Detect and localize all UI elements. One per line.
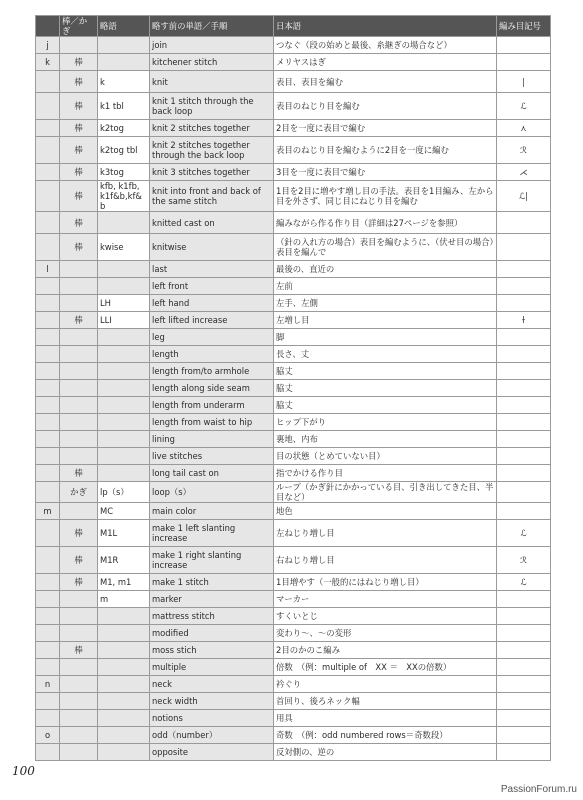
cell-symbol (497, 295, 551, 312)
cell-abbreviation: M1R (98, 547, 150, 574)
cell-japanese: 右ねじり増し目 (274, 547, 497, 574)
cell-japanese: 左増し目 (274, 312, 497, 329)
cell-symbol: ℒ (497, 574, 551, 591)
cell-term: neck (150, 676, 274, 693)
cell-term: main color (150, 503, 274, 520)
cell-abbreviation (98, 744, 150, 761)
cell-symbol (497, 37, 551, 54)
cell-abbreviation (98, 363, 150, 380)
cell-abbreviation (98, 397, 150, 414)
cell-term: knit 1 stitch through the back loop (150, 93, 274, 120)
cell-symbol (497, 329, 551, 346)
cell-letter: k (36, 54, 60, 71)
table-row (36, 329, 551, 346)
cell-symbol (497, 363, 551, 380)
cell-symbol (497, 54, 551, 71)
cell-japanese: 脚 (274, 329, 497, 346)
cell-abbreviation (98, 659, 150, 676)
cell-japanese: 1目増やす（一般的にはねじり増し目） (274, 574, 497, 591)
cell-term: join (150, 37, 274, 54)
cell-term: knitted cast on (150, 212, 274, 234)
header-term: 略す前の単語／手順 (150, 16, 274, 37)
cell-term: left lifted increase (150, 312, 274, 329)
cell-symbol (497, 482, 551, 503)
cell-letter (36, 520, 60, 547)
table-row (36, 574, 551, 591)
cell-term: knitwise (150, 234, 274, 261)
cell-letter (36, 71, 60, 93)
header-kind: 棒／かぎ (60, 16, 98, 37)
cell-letter (36, 693, 60, 710)
cell-kind (60, 431, 98, 448)
cell-symbol (497, 465, 551, 482)
cell-kind (60, 380, 98, 397)
cell-japanese: 衿ぐり (274, 676, 497, 693)
cell-japanese: 表目、表目を編む (274, 71, 497, 93)
cell-term: length (150, 346, 274, 363)
header-symbol: 編み目記号 (497, 16, 551, 37)
cell-japanese: 左前 (274, 278, 497, 295)
cell-abbreviation (98, 710, 150, 727)
cell-symbol (497, 397, 551, 414)
cell-japanese: ヒップ下がり (274, 414, 497, 431)
cell-letter (36, 642, 60, 659)
cell-japanese: 裏地、内布 (274, 431, 497, 448)
cell-japanese: 首回り、後ろネック幅 (274, 693, 497, 710)
table-row (36, 54, 551, 71)
cell-letter: o (36, 727, 60, 744)
cell-term: odd（number） (150, 727, 274, 744)
cell-symbol: ℒ (497, 93, 551, 120)
glossary-table (35, 15, 551, 761)
table-row (36, 448, 551, 465)
cell-abbreviation (98, 37, 150, 54)
cell-kind (60, 363, 98, 380)
table-row (36, 608, 551, 625)
cell-letter (36, 397, 60, 414)
cell-letter (36, 212, 60, 234)
cell-japanese: 左ねじり増し目 (274, 520, 497, 547)
cell-kind: 棒 (60, 312, 98, 329)
cell-abbreviation: M1L (98, 520, 150, 547)
cell-japanese: 脇丈 (274, 397, 497, 414)
table-row (36, 380, 551, 397)
cell-abbreviation (98, 608, 150, 625)
cell-letter (36, 431, 60, 448)
table-row (36, 312, 551, 329)
cell-term: length from underarm (150, 397, 274, 414)
cell-abbreviation (98, 414, 150, 431)
cell-letter (36, 278, 60, 295)
cell-abbreviation: k (98, 71, 150, 93)
header-abbreviation: 略語 (98, 16, 150, 37)
cell-abbreviation (98, 642, 150, 659)
table-row (36, 234, 551, 261)
table-row (36, 676, 551, 693)
cell-term: kitchener stitch (150, 54, 274, 71)
cell-letter (36, 363, 60, 380)
cell-kind (60, 727, 98, 744)
cell-japanese: 表目のねじり目を編む (274, 93, 497, 120)
cell-kind: 棒 (60, 212, 98, 234)
cell-letter: j (36, 37, 60, 54)
cell-term: last (150, 261, 274, 278)
cell-kind: 棒 (60, 181, 98, 212)
cell-abbreviation: LLI (98, 312, 150, 329)
cell-kind: 棒 (60, 137, 98, 164)
table-row (36, 642, 551, 659)
table-row (36, 482, 551, 503)
cell-term: mattress stitch (150, 608, 274, 625)
cell-kind: 棒 (60, 164, 98, 181)
table-row (36, 120, 551, 137)
watermark: PassionForum.ru (500, 784, 577, 795)
cell-term: make 1 right slanting increase (150, 547, 274, 574)
cell-symbol (497, 625, 551, 642)
cell-abbreviation (98, 625, 150, 642)
cell-abbreviation: M1, m1 (98, 574, 150, 591)
cell-abbreviation: MC (98, 503, 150, 520)
cell-japanese: 目の状態（とめていない目） (274, 448, 497, 465)
table-row (36, 503, 551, 520)
cell-abbreviation (98, 431, 150, 448)
cell-symbol: ℛ (497, 547, 551, 574)
cell-term: knit (150, 71, 274, 93)
table-row (36, 397, 551, 414)
cell-kind: 棒 (60, 547, 98, 574)
cell-letter (36, 448, 60, 465)
cell-japanese: 脇丈 (274, 380, 497, 397)
cell-symbol (497, 212, 551, 234)
cell-term: knit 2 stitches together through the back loop (150, 137, 274, 164)
cell-japanese: 1目を2目に増やす増し目の手法。表目を1目編み、左から目を外さず、同じ目にねじり目を編む (274, 181, 497, 212)
table-row (36, 744, 551, 761)
cell-term: modified (150, 625, 274, 642)
cell-term: loop（s） (150, 482, 274, 503)
cell-japanese: 指でかける作り目 (274, 465, 497, 482)
cell-kind: 棒 (60, 642, 98, 659)
cell-japanese: 倍数 （例：multiple of XX ＝ XXの倍数） (274, 659, 497, 676)
cell-term: length along side seam (150, 380, 274, 397)
cell-letter: n (36, 676, 60, 693)
cell-kind (60, 329, 98, 346)
table-row (36, 710, 551, 727)
cell-letter (36, 414, 60, 431)
cell-abbreviation (98, 676, 150, 693)
cell-japanese: 奇数 （例：odd numbered rows＝奇数段） (274, 727, 497, 744)
cell-letter (36, 120, 60, 137)
cell-letter (36, 181, 60, 212)
cell-abbreviation: k2tog (98, 120, 150, 137)
cell-abbreviation: LH (98, 295, 150, 312)
cell-symbol (497, 261, 551, 278)
table-header-row (36, 16, 551, 37)
cell-symbol (497, 591, 551, 608)
cell-term: lining (150, 431, 274, 448)
cell-kind (60, 346, 98, 363)
cell-kind (60, 591, 98, 608)
cell-kind (60, 693, 98, 710)
cell-term: multiple (150, 659, 274, 676)
table-row (36, 591, 551, 608)
cell-japanese: 2目のかのこ編み (274, 642, 497, 659)
cell-letter (36, 710, 60, 727)
cell-letter: m (36, 503, 60, 520)
cell-kind (60, 659, 98, 676)
cell-symbol (497, 608, 551, 625)
cell-japanese: 最後の、直近の (274, 261, 497, 278)
cell-abbreviation: m (98, 591, 150, 608)
cell-symbol (497, 727, 551, 744)
cell-abbreviation (98, 448, 150, 465)
cell-symbol (497, 659, 551, 676)
cell-kind (60, 414, 98, 431)
cell-term: live stitches (150, 448, 274, 465)
cell-abbreviation (98, 465, 150, 482)
cell-term: make 1 stitch (150, 574, 274, 591)
table-row (36, 693, 551, 710)
cell-term: opposite (150, 744, 274, 761)
cell-term: notions (150, 710, 274, 727)
cell-letter (36, 295, 60, 312)
table-row (36, 137, 551, 164)
cell-japanese: （針の入れ方の場合）表目を編むように、（伏せ目の場合）表目を編んで (274, 234, 497, 261)
cell-term: knit 2 stitches together (150, 120, 274, 137)
cell-japanese: 脇丈 (274, 363, 497, 380)
cell-japanese: 左手、左側 (274, 295, 497, 312)
cell-term: neck width (150, 693, 274, 710)
cell-letter: l (36, 261, 60, 278)
header-japanese: 日本語 (274, 16, 497, 37)
cell-letter (36, 574, 60, 591)
cell-term: left front (150, 278, 274, 295)
cell-term: knit into front and back of the same stitch (150, 181, 274, 212)
cell-letter (36, 625, 60, 642)
cell-japanese: マーカー (274, 591, 497, 608)
cell-letter (36, 547, 60, 574)
cell-kind: 棒 (60, 520, 98, 547)
cell-symbol (497, 414, 551, 431)
cell-kind: 棒 (60, 234, 98, 261)
cell-abbreviation (98, 329, 150, 346)
cell-kind: 棒 (60, 93, 98, 120)
table-row (36, 520, 551, 547)
cell-symbol (497, 642, 551, 659)
cell-symbol (497, 676, 551, 693)
cell-symbol: ℒ (497, 520, 551, 547)
cell-abbreviation: k2tog tbl (98, 137, 150, 164)
cell-japanese: ループ（かぎ針にかかっている目、引き出してきた目、半目など） (274, 482, 497, 503)
cell-abbreviation (98, 212, 150, 234)
cell-abbreviation: lp（s） (98, 482, 150, 503)
cell-abbreviation (98, 346, 150, 363)
cell-japanese: 変わり～、～の変形 (274, 625, 497, 642)
cell-symbol (497, 431, 551, 448)
table-row (36, 181, 551, 212)
cell-term: length from/to armhole (150, 363, 274, 380)
table-row (36, 93, 551, 120)
cell-term: make 1 left slanting increase (150, 520, 274, 547)
cell-letter (36, 465, 60, 482)
cell-symbol: ⋌ (497, 164, 551, 181)
table-row (36, 659, 551, 676)
cell-japanese: 3目を一度に表目で編む (274, 164, 497, 181)
cell-term: moss stich (150, 642, 274, 659)
cell-symbol (497, 234, 551, 261)
cell-japanese: 編みながら作る作り目（詳細は27ページを参照） (274, 212, 497, 234)
cell-kind (60, 448, 98, 465)
cell-abbreviation (98, 261, 150, 278)
cell-letter (36, 346, 60, 363)
cell-term: marker (150, 591, 274, 608)
cell-term: left hand (150, 295, 274, 312)
cell-kind: 棒 (60, 574, 98, 591)
page-number: 100 (12, 764, 35, 778)
cell-letter (36, 591, 60, 608)
cell-letter (36, 659, 60, 676)
table-row (36, 346, 551, 363)
cell-kind (60, 625, 98, 642)
cell-term: long tail cast on (150, 465, 274, 482)
cell-letter (36, 329, 60, 346)
cell-kind: かぎ (60, 482, 98, 503)
cell-kind (60, 503, 98, 520)
table-row (36, 625, 551, 642)
cell-letter (36, 164, 60, 181)
table-row (36, 363, 551, 380)
cell-kind: 棒 (60, 465, 98, 482)
cell-abbreviation: kfb, k1fb, k1f&b,kf&b (98, 181, 150, 212)
cell-abbreviation (98, 727, 150, 744)
cell-abbreviation (98, 278, 150, 295)
cell-letter (36, 744, 60, 761)
cell-symbol (497, 346, 551, 363)
cell-japanese: 用具 (274, 710, 497, 727)
table-body (36, 37, 551, 761)
cell-symbol (497, 710, 551, 727)
cell-kind (60, 397, 98, 414)
cell-letter (36, 93, 60, 120)
header-letter (36, 16, 60, 37)
table-row (36, 212, 551, 234)
cell-japanese: 2目を一度に表目で編む (274, 120, 497, 137)
table-row (36, 71, 551, 93)
cell-symbol (497, 380, 551, 397)
cell-symbol: ɫ (497, 312, 551, 329)
cell-kind: 棒 (60, 71, 98, 93)
cell-symbol (497, 278, 551, 295)
cell-term: knit 3 stitches together (150, 164, 274, 181)
cell-symbol (497, 693, 551, 710)
cell-kind (60, 710, 98, 727)
cell-kind (60, 278, 98, 295)
cell-symbol (497, 503, 551, 520)
cell-symbol: ℒ| (497, 181, 551, 212)
cell-letter (36, 482, 60, 503)
table-row (36, 547, 551, 574)
cell-japanese: 長さ、丈 (274, 346, 497, 363)
cell-letter (36, 608, 60, 625)
cell-letter (36, 234, 60, 261)
cell-term: leg (150, 329, 274, 346)
cell-kind: 棒 (60, 54, 98, 71)
cell-letter (36, 312, 60, 329)
table-row (36, 164, 551, 181)
cell-japanese: メリヤスはぎ (274, 54, 497, 71)
cell-symbol (497, 744, 551, 761)
table-row (36, 414, 551, 431)
cell-symbol: ℛ (497, 137, 551, 164)
cell-kind (60, 608, 98, 625)
table-row (36, 278, 551, 295)
cell-abbreviation (98, 54, 150, 71)
cell-japanese: すくいとじ (274, 608, 497, 625)
cell-japanese: 表目のねじり目を編むように2目を一度に編む (274, 137, 497, 164)
table-row (36, 727, 551, 744)
cell-japanese: 反対側の、逆の (274, 744, 497, 761)
cell-symbol: | (497, 71, 551, 93)
cell-kind (60, 261, 98, 278)
cell-letter (36, 380, 60, 397)
cell-abbreviation: k1 tbl (98, 93, 150, 120)
cell-kind (60, 744, 98, 761)
table-row (36, 261, 551, 278)
table-row (36, 465, 551, 482)
cell-symbol: ⋏ (497, 120, 551, 137)
cell-abbreviation: k3tog (98, 164, 150, 181)
table-row (36, 37, 551, 54)
cell-kind (60, 676, 98, 693)
cell-abbreviation: kwise (98, 234, 150, 261)
table-row (36, 431, 551, 448)
cell-term: length from waist to hip (150, 414, 274, 431)
cell-kind: 棒 (60, 120, 98, 137)
table-row (36, 295, 551, 312)
cell-japanese: つなぐ（段の始めと最後、糸継ぎの場合など） (274, 37, 497, 54)
cell-abbreviation (98, 693, 150, 710)
cell-abbreviation (98, 380, 150, 397)
cell-symbol (497, 448, 551, 465)
cell-japanese: 地色 (274, 503, 497, 520)
cell-letter (36, 137, 60, 164)
cell-kind (60, 37, 98, 54)
cell-kind (60, 295, 98, 312)
